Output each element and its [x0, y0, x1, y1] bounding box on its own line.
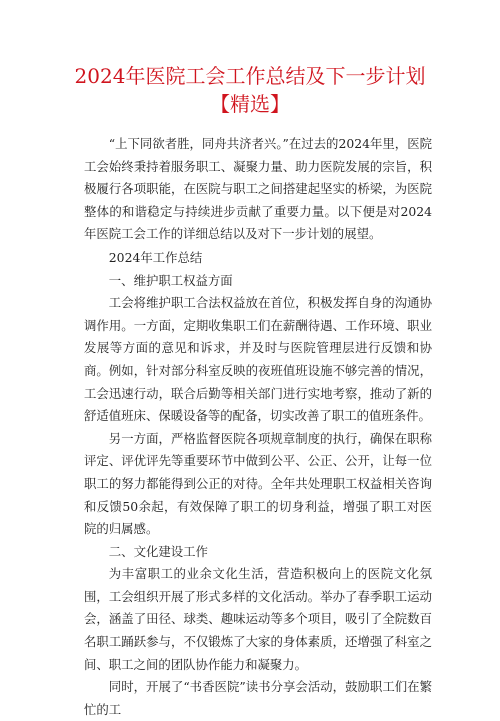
document-body [84, 133, 432, 721]
culture-paragraph-1: 为丰富职工的业余文化生活，营造积极向上的医院文化氛围，工会组织开展了形式多样的文化活动。举办了春季职工运动会，涵盖了田径、球类、趣味运动等多个项目，吸引了全院数百名职工踊跃参与，不仅锻炼了大家的身体素质，还增强了科室之间、职工之间的团队协作能力和凝聚力。 [84, 566, 432, 672]
section-heading-culture: 二、文化建设工作 [108, 543, 208, 559]
intro-paragraph: “上下同欲者胜，同舟共济者兴。”在过去的2024年里，医院工会始终秉持着服务职工、凝聚力量、助力医院发展的宗旨，积极履行各项职能，在医院与职工之间搭建起坚实的桥梁，为医院整体的和谐稳定与持续进步贡献了重要力量。以下便是对2024年医院工会工作的详细总结以及对下一步计划的展望。 [84, 136, 432, 242]
culture-paragraph-2: 同时，开展了“书香医院”读书分享会活动，鼓励职工们在繁忙的工 [84, 679, 432, 717]
document-title-tag: 【精选】 [210, 92, 290, 116]
rights-paragraph-2: 另一方面，严格监督医院各项规章制度的执行，确保在职称评定、评优评先等重要环节中做到公平、公正、公开，让每一位职工的努力都能得到公正的对待。全年共处理职工权益相关咨询和反馈50余起，有效保障了职工的切身利益，增强了职工对医院的归属感。 [84, 430, 432, 537]
section-heading-summary: 2024年工作总结 [108, 249, 203, 265]
rights-paragraph-1: 工会将维护职工合法权益放在首位，积极发挥自身的沟通协调作用。一方面，定期收集职工们在薪酬待遇、工作环境、职业发展等方面的意见和诉求，并及时与医院管理层进行反馈和协商。例如，针对部分科室反映的夜班值班设施不够完善的情况，工会迅速行动，联合后勤等相关部门进行实地考察，推动了新的舒适值班床、保暖设备等的配备，切实改善了职工的值班条件。 [84, 295, 432, 424]
section-heading-rights: 一、维护职工权益方面 [108, 272, 233, 288]
document-title: 2024年医院工会工作总结及下一步计划 [74, 64, 426, 88]
